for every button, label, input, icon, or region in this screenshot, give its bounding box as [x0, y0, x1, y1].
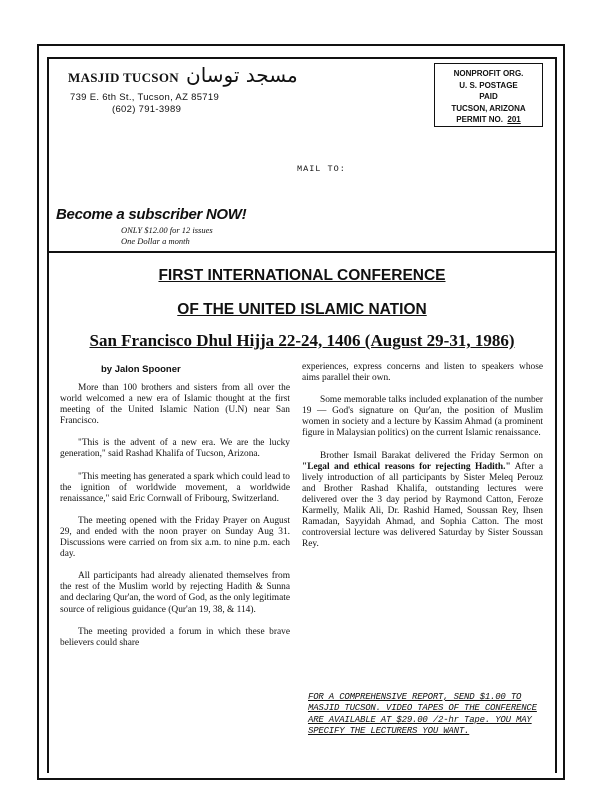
paragraph: More than 100 brothers and sisters from all over the world welcomed a new era of Islamic thought at the first meeting of the United Islamic Nation (U.N) near San Francisco.	[60, 383, 290, 427]
permit-line: TUCSON, ARIZONA	[451, 103, 526, 113]
paragraph: All participants had already alienated themselves from the rest of the Muslim world by rejecting Hadith & Sunna and declaring Qur'an, the word of God, as the only legitimate source of religious guidance (Qur'an 19, 38, & 114).	[60, 571, 290, 615]
org-name-arabic: مسجد توسان	[186, 63, 298, 87]
sermon-title: "Legal and ethical reasons for rejecting Hadith."	[302, 461, 511, 472]
paragraph	[302, 451, 543, 551]
paragraph: The meeting opened with the Friday Prayer on August 29, and ended with the noon prayer on Sunday Aug 31. Discussions were carried on from six a.m. to nine p.m. each day.	[60, 515, 290, 560]
article-title-line-3: San Francisco Dhul Hijja 22-24, 1406 (August 29-31, 1986)	[89, 331, 515, 350]
subscribe-headline: Become a subscriber NOW!	[56, 206, 247, 223]
paragraph: Some memorable talks included explanation of the number 19 — God's signature on Qur'an, the position of Muslim women in society and a lecture by Kassim Ahmad (a prominent figure in Malaysian politics) on the current Islamic renaissance.	[302, 395, 543, 439]
article-column-right	[302, 362, 543, 561]
article-column-left	[60, 383, 290, 660]
byline: by Jalon Spooner	[101, 364, 181, 375]
permit-line: U. S. POSTAGE	[459, 80, 518, 90]
permit-number-line	[435, 114, 542, 126]
paragraph: experiences, express concerns and listen to speakers whose aims parallel their own.	[302, 362, 543, 384]
paragraph-text: Brother Ismail Barakat delivered the Friday Sermon on	[320, 450, 543, 461]
top-rule	[47, 57, 557, 59]
paragraph: "This meeting has generated a spark which could lead to the ignition of worldwide movement, a worldwide renaissance," said Eric Cornwall of Fribourg, Switzerland.	[60, 471, 290, 504]
paragraph: The meeting provided a forum in which these brave believers could share	[60, 626, 290, 648]
subscribe-price: ONLY $12.00 for 12 issues	[121, 225, 213, 235]
paragraph: "This is the advent of a new era. We are the lucky generation," said Rashad Khalifa of Tucson, Arizona.	[60, 438, 290, 460]
article-title-line-1: FIRST INTERNATIONAL CONFERENCE	[158, 267, 446, 284]
org-name: MASJID TUCSON	[68, 70, 179, 85]
article-title-line-2: OF THE UNITED ISLAMIC NATION	[177, 301, 427, 318]
postage-permit-box	[434, 63, 543, 127]
paragraph-text: After a lively introduction of all participants by Sister Meleq Perouz and Brother Rashad Khalifa, outstanding lectures were delivered over the 3 day period by Raymond Catton, Feroze Karmelly, Malik Ali, Dr. Rashid Hamed, Soussan Rey, Ihsen Ramadan, Sayyidah Ahmad, and Sophia Catton. The most controversial lecture was delivered Saturday by Sister Soussan Rey.	[302, 461, 543, 550]
subscribe-monthly: One Dollar a month	[121, 236, 190, 246]
permit-label: PERMIT NO.	[456, 115, 503, 124]
section-divider	[47, 251, 557, 253]
org-address: 739 E. 6th St., Tucson, AZ 85719	[70, 92, 220, 103]
permit-line: NONPROFIT ORG.	[453, 69, 524, 78]
order-notice: FOR A COMPREHENSIVE REPORT, SEND $1.00 TO MASJID TUCSON. VIDEO TAPES OF THE CONFERENCE ARE AVAILABLE AT $29.00 /2-hr Tape. YOU MAY SPECIFY THE LECTURERS YOU WANT.	[308, 692, 537, 737]
org-phone: (602) 791-3989	[112, 104, 182, 115]
permit-line: PAID	[479, 92, 498, 101]
permit-number: 201	[507, 115, 521, 124]
mail-to-label: MAIL TO:	[297, 164, 346, 174]
